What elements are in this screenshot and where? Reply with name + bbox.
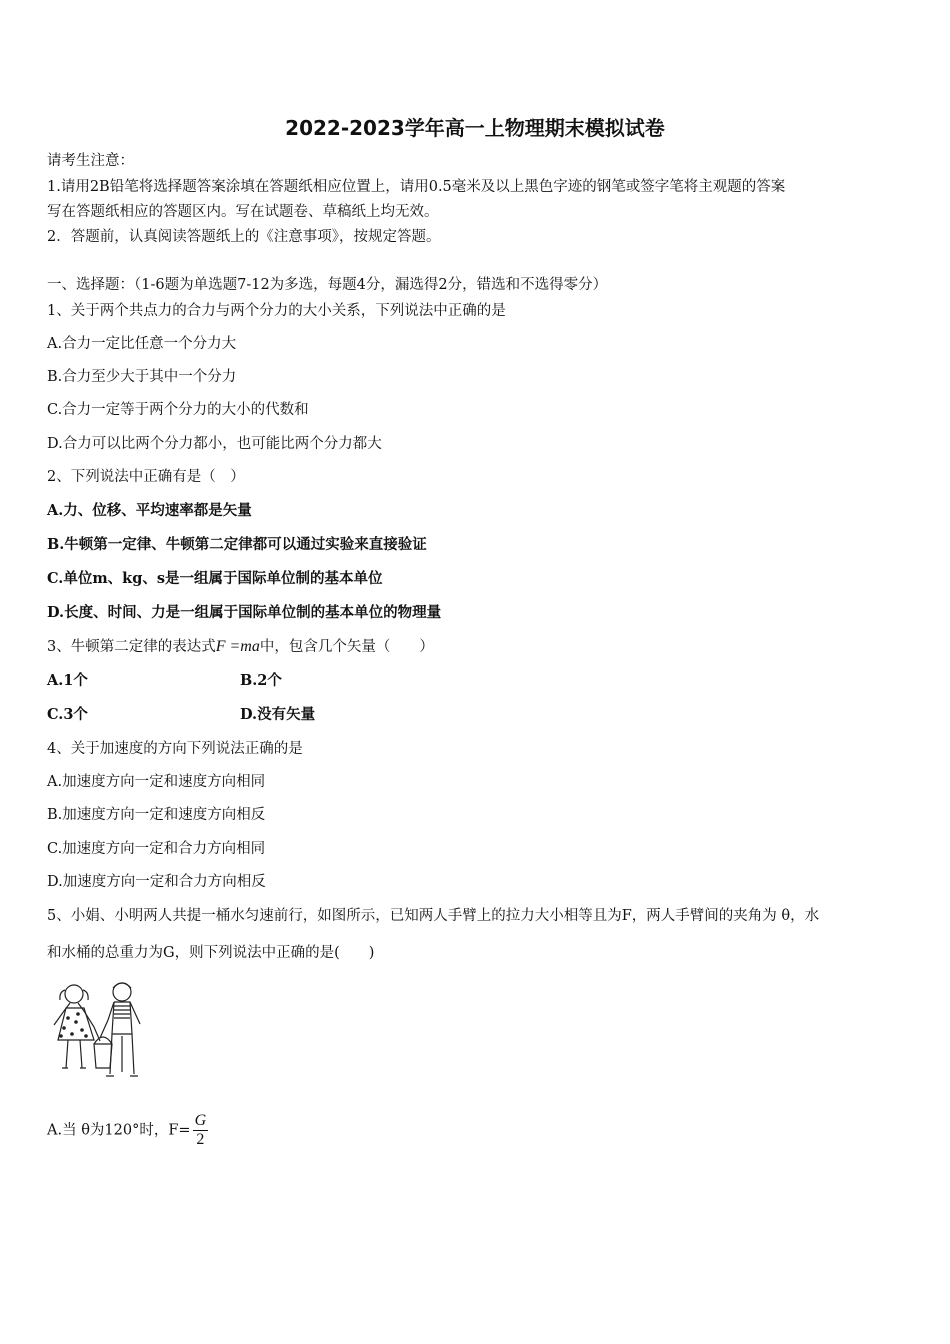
q2-option-a: A.力、位移、平均速率都是矢量 (47, 502, 252, 519)
q4-option-c: C.加速度方向一定和合力方向相同 (47, 841, 266, 857)
notice-line-2: 2．答题前，认真阅读答题纸上的《注意事项》，按规定答题。 (47, 229, 441, 245)
q3-option-c: C.3个 (47, 706, 88, 723)
q4-option-d: D.加速度方向一定和合力方向相反 (47, 874, 266, 890)
q3-stem-pre: 3、牛顿第二定律的表达式 (47, 639, 216, 655)
q2-option-d: D.长度、时间、力是一组属于国际单位制的基本单位的物理量 (47, 604, 442, 621)
page-title: 2022-2023学年高一上物理期末模拟试卷 (285, 116, 665, 140)
notice-line-1b: 写在答题纸相应的答题区内。写在试题卷、草稿纸上均无效。 (47, 204, 439, 220)
fraction-denominator: 2 (196, 1131, 205, 1148)
q1-stem: 1、关于两个共点力的合力与两个分力的大小关系，下列说法中正确的是 (47, 303, 506, 319)
q1-option-d: D.合力可以比两个分力都小，也可能比两个分力都大 (47, 436, 382, 452)
q5-stem-line-1: 5、小娟、小明两人共提一桶水匀速前行，如图所示，已知两人手臂上的拉力大小相等且为F，两人手臂间的夹角为 θ，水 (47, 908, 820, 924)
notice-line-1a: 1.请用2B铅笔将选择题答案涂填在答题纸相应位置上，请用0.5毫米及以上黑色字迹的钢笔或签字笔将主观题的答案 (47, 179, 786, 195)
q4-option-a: A.加速度方向一定和速度方向相同 (47, 774, 266, 790)
q2-stem: 2、下列说法中正确有是（ ） (47, 469, 245, 485)
q5-option-a (47, 1112, 208, 1149)
q4-stem: 4、关于加速度的方向下列说法正确的是 (47, 741, 303, 757)
q3-formula: F =ma (215, 638, 260, 655)
q4-option-b: B.加速度方向一定和速度方向相反 (47, 807, 266, 823)
q3-option-a: A.1个 (47, 672, 88, 689)
section-heading: 一、选择题：（1-6题为单选题7-12为多选，每题4分，漏选得2分，错选和不选得零分） (47, 277, 608, 293)
children-carrying-bucket-illustration (46, 978, 154, 1084)
q3-stem-post: 中，包含几个矢量（ ） (259, 639, 434, 655)
fraction-numerator: G (194, 1112, 207, 1129)
q1-option-c: C.合力一定等于两个分力的大小的代数和 (47, 402, 309, 418)
q1-option-b: B.合力至少大于其中一个分力 (47, 369, 237, 385)
q5-stem-line-2: 和水桶的总重力为G，则下列说法中正确的是( ) (47, 945, 375, 961)
q2-option-b: B.牛顿第一定律、牛顿第二定律都可以通过实验来直接验证 (47, 536, 427, 553)
q3-option-b: B.2个 (240, 672, 282, 689)
q5-option-a-text: A.当 θ为120°时，F= (47, 1122, 191, 1139)
notice-heading: 请考生注意： (47, 153, 134, 169)
fraction (193, 1112, 209, 1149)
q3-option-d: D.没有矢量 (240, 706, 316, 723)
q3-stem (47, 637, 434, 657)
q1-option-a: A.合力一定比任意一个分力大 (47, 336, 237, 352)
q2-option-c: C.单位m、kg、s是一组属于国际单位制的基本单位 (47, 570, 383, 587)
